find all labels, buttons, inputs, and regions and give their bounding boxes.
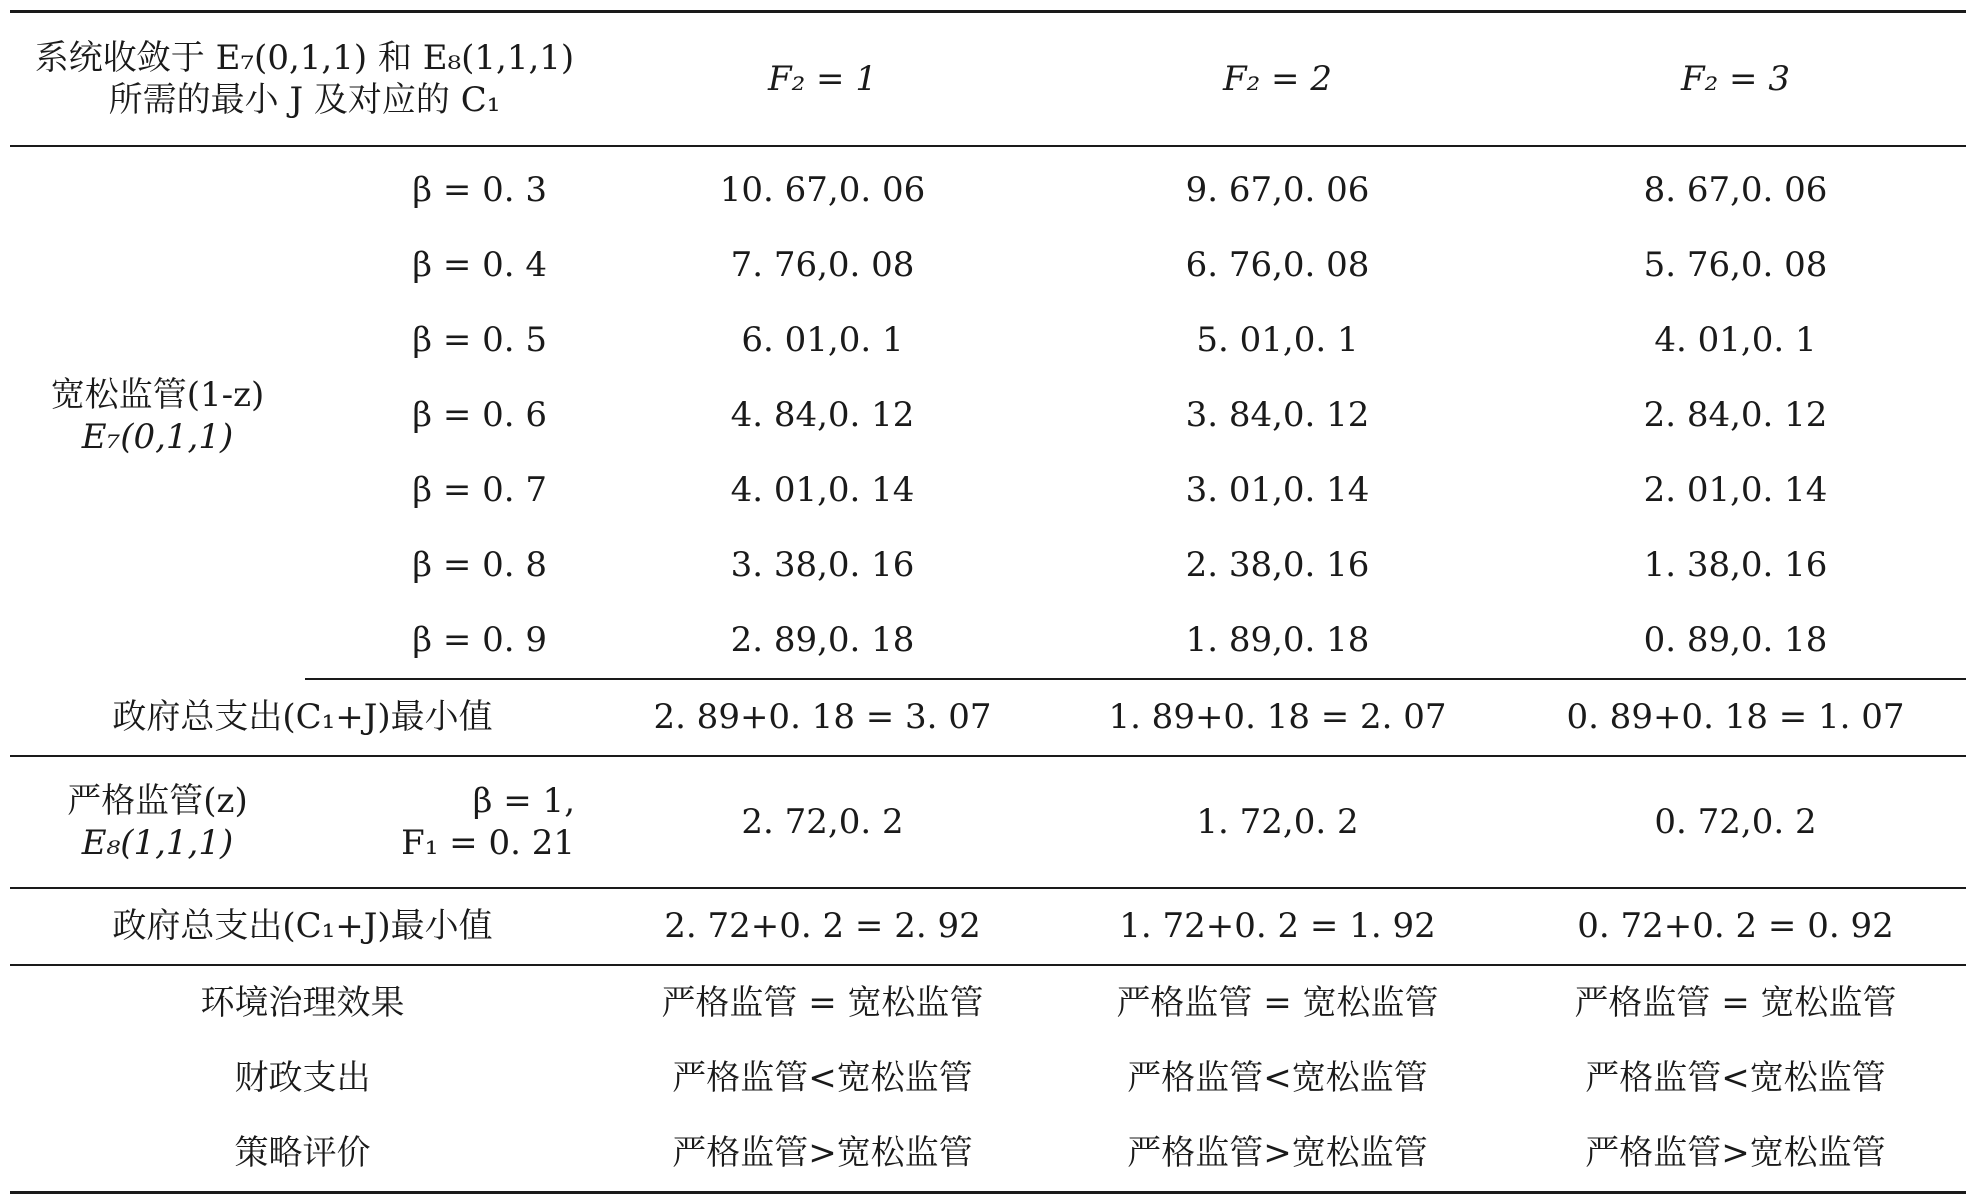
column-header-f2-3: F₂ = 3 — [1505, 12, 1966, 147]
table-cell: 7. 76,0. 08 — [730, 245, 915, 286]
table-cell: 严格监管>宽松监管 — [1505, 1116, 1966, 1193]
strict-param-f1: F₁ = 0. 21 — [401, 823, 575, 863]
table-cell: 严格监管 = 宽松监管 — [1574, 983, 1897, 1024]
beta-label: β = 0. 5 — [412, 320, 547, 361]
strict-parameters — [305, 756, 595, 888]
beta-label: β = 0. 8 — [412, 545, 547, 586]
table-cell: 5. 76,0. 08 — [1643, 245, 1828, 286]
column-header-f2-2: F₂ = 2 — [1050, 12, 1505, 147]
table-cell: 2. 72,0. 2 — [595, 756, 1050, 888]
beta-label: β = 0. 3 — [412, 170, 547, 211]
table-cell: 6. 76,0. 08 — [1185, 245, 1370, 286]
table-cell: 3. 38,0. 16 — [730, 545, 915, 586]
loose-label-line1: 宽松监管(1-z) — [50, 374, 265, 415]
table-cell: 0. 72,0. 2 — [1505, 756, 1966, 888]
table-cell: 3. 01,0. 14 — [1185, 470, 1370, 511]
table-cell: 0. 89,0. 18 — [1505, 603, 1966, 679]
table-cell: 0. 89+0. 18 = 1. 07 — [1505, 679, 1966, 756]
results-table — [10, 10, 1966, 1194]
table-cell: 严格监管 = 宽松监管 — [661, 983, 984, 1024]
table-row-strategy-evaluation — [10, 1116, 1966, 1193]
table-cell: 1. 89,0. 18 — [1050, 603, 1505, 679]
beta-label: β = 0. 4 — [412, 245, 547, 286]
table-cell: 严格监管>宽松监管 — [595, 1116, 1050, 1193]
table-cell: 严格监管<宽松监管 — [1585, 1058, 1886, 1099]
table-cell: 严格监管 = 宽松监管 — [1116, 983, 1439, 1024]
evaluation-label: 策略评价 — [10, 1116, 595, 1193]
table-cell: 1. 72,0. 2 — [1050, 756, 1505, 888]
header-label-line1: 系统收敛于 E₇(0,1,1) 和 E₈(1,1,1) — [34, 37, 575, 78]
table-cell: 1. 89+0. 18 = 2. 07 — [1050, 679, 1505, 756]
results-table-container — [10, 10, 1966, 1194]
strict-total-label: 政府总支出(C₁+J)最小值 — [10, 888, 595, 965]
table-header-row — [10, 12, 1966, 147]
table-cell: 4. 84,0. 12 — [730, 395, 915, 436]
table-cell: 5. 01,0. 1 — [1196, 320, 1359, 361]
loose-regulation-label — [10, 146, 305, 679]
table-cell: 1. 38,0. 16 — [1643, 545, 1828, 586]
strict-label-line2: E₈(1,1,1) — [81, 823, 234, 863]
table-row-loose-total — [10, 679, 1966, 756]
table-cell: 1. 72+0. 2 = 1. 92 — [1050, 888, 1505, 965]
table-cell: 2. 01,0. 14 — [1643, 470, 1828, 511]
strict-regulation-label — [10, 756, 305, 888]
strict-param-beta: β = 1, — [472, 780, 575, 821]
evaluation-label: 财政支出 — [234, 1058, 371, 1099]
table-row-strict-total — [10, 888, 1966, 965]
table-cell: 3. 84,0. 12 — [1185, 395, 1370, 436]
table-cell: 2. 72+0. 2 = 2. 92 — [595, 888, 1050, 965]
table-cell: 2. 38,0. 16 — [1185, 545, 1370, 586]
table-cell: 2. 89+0. 18 = 3. 07 — [595, 679, 1050, 756]
table-row-fiscal-expenditure — [10, 1041, 1966, 1116]
evaluation-label: 环境治理效果 — [200, 983, 405, 1024]
column-header-f2-1: F₂ = 1 — [595, 12, 1050, 147]
table-cell: 6. 01,0. 1 — [741, 320, 904, 361]
table-cell: 10. 67,0. 06 — [719, 170, 926, 211]
table-cell: 严格监管<宽松监管 — [672, 1058, 973, 1099]
table-row-strict — [10, 756, 1966, 888]
beta-label: β = 0. 6 — [412, 395, 547, 436]
table-row-environment-effect — [10, 965, 1966, 1041]
table-cell: 2. 89,0. 18 — [595, 603, 1050, 679]
header-label-line2: 所需的最小 J 及对应的 C₁ — [108, 80, 501, 120]
table-cell: 9. 67,0. 06 — [1185, 170, 1370, 211]
table-cell: 2. 84,0. 12 — [1643, 395, 1828, 436]
beta-label: β = 0. 9 — [305, 603, 595, 679]
table-cell: 严格监管>宽松监管 — [1050, 1116, 1505, 1193]
loose-total-label: 政府总支出(C₁+J)最小值 — [10, 679, 595, 756]
table-row-beta-0-3 — [10, 146, 1966, 228]
strict-label-line1: 严格监管(z) — [67, 780, 248, 821]
table-cell: 严格监管<宽松监管 — [1127, 1058, 1428, 1099]
beta-label: β = 0. 7 — [412, 470, 547, 511]
table-cell: 4. 01,0. 1 — [1654, 320, 1817, 361]
header-label — [10, 12, 595, 147]
table-cell: 0. 72+0. 2 = 0. 92 — [1505, 888, 1966, 965]
table-cell: 8. 67,0. 06 — [1643, 170, 1828, 211]
loose-label-line2: E₇(0,1,1) — [81, 417, 234, 457]
table-cell: 4. 01,0. 14 — [730, 470, 915, 511]
